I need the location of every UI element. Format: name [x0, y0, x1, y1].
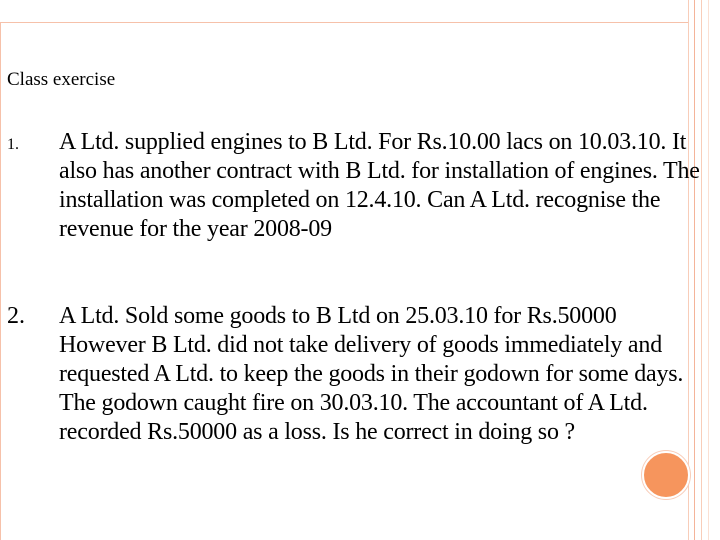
item-number: 1. — [7, 136, 19, 153]
frame-right-line — [708, 0, 709, 540]
frame-top-line — [0, 22, 688, 23]
frame-right-line — [688, 0, 689, 540]
decorative-circle — [642, 451, 690, 499]
frame-right-line — [694, 0, 695, 540]
item-number: 2. — [7, 303, 25, 329]
item-text: A Ltd. supplied engines to B Ltd. For Rs.10.00 lacs on 10.03.10. It also has another contract with B Ltd. for installation of engines. The installation was completed on 12.4.10. Can A Ltd. recognise the revenue for the year 2008-09 — [59, 129, 700, 242]
slide-title: Class exercise — [7, 69, 116, 90]
item-text: A Ltd. Sold some goods to B Ltd on 25.03.10 for Rs.50000 However B Ltd. did not take delivery of goods immediately and requested A Ltd. to keep the goods in their godown for some days. The godown caught fire on 30.03.10. The accountant of A Ltd. recorded Rs.50000 as a loss. Is he correct in doing so ? — [59, 303, 684, 445]
frame-left-line — [0, 22, 1, 540]
frame-right-line — [701, 0, 702, 540]
